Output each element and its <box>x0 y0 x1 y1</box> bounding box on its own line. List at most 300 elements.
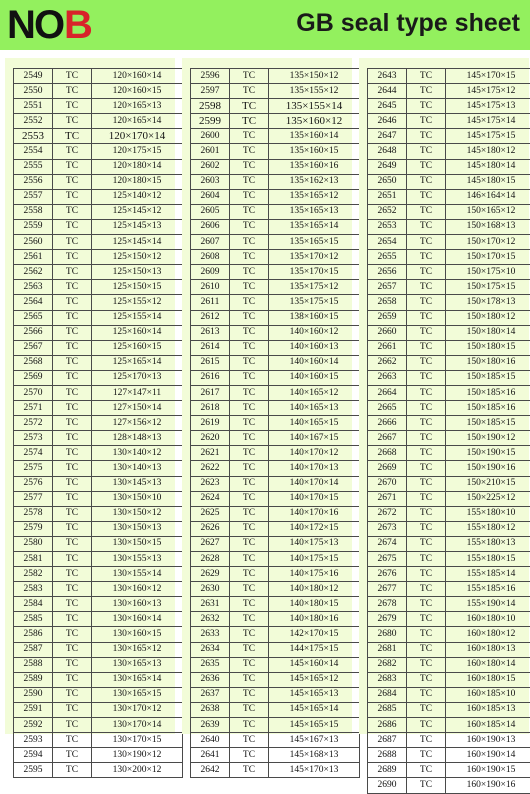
seal-type-cell: TC <box>53 144 92 159</box>
table-row <box>191 401 360 416</box>
seal-type-cell: TC <box>230 491 269 506</box>
seal-type-cell: TC <box>230 340 269 355</box>
seal-size-cell: 150×225×12 <box>446 491 530 506</box>
seal-number-cell: 2679 <box>368 612 407 627</box>
seal-number-cell: 2566 <box>14 325 53 340</box>
seal-type-cell: TC <box>53 491 92 506</box>
seal-size-cell: 142×170×15 <box>269 627 360 642</box>
seal-number-cell: 2646 <box>368 114 407 129</box>
seal-number-cell: 2570 <box>14 385 53 400</box>
table-row <box>368 114 530 129</box>
table-row <box>191 295 360 310</box>
table-row <box>368 129 530 144</box>
seal-size-cell: 160×180×12 <box>446 627 530 642</box>
table-row <box>368 536 530 551</box>
seal-number-cell: 2564 <box>14 295 53 310</box>
seal-size-cell: 125×140×12 <box>92 189 183 204</box>
seal-size-cell: 138×160×15 <box>269 310 360 325</box>
seal-size-cell: 135×160×12 <box>269 114 360 129</box>
table-row <box>191 702 360 717</box>
seal-size-cell: 130×155×14 <box>92 567 183 582</box>
seal-number-cell: 2571 <box>14 401 53 416</box>
table-row <box>368 552 530 567</box>
seal-type-cell: TC <box>53 476 92 491</box>
seal-size-cell: 125×145×14 <box>92 235 183 250</box>
seal-type-cell: TC <box>53 702 92 717</box>
table-row <box>191 536 360 551</box>
table-row <box>191 385 360 400</box>
seal-number-cell: 2681 <box>368 642 407 657</box>
seal-number-cell: 2627 <box>191 536 230 551</box>
seal-number-cell: 2643 <box>368 69 407 84</box>
seal-number-cell: 2655 <box>368 250 407 265</box>
seal-table-panel-2 <box>182 58 352 734</box>
seal-type-cell: TC <box>407 265 446 280</box>
table-row <box>14 733 183 748</box>
seal-number-cell: 2685 <box>368 702 407 717</box>
seal-number-cell: 2671 <box>368 491 407 506</box>
seal-size-cell: 150×210×15 <box>446 476 530 491</box>
seal-number-cell: 2590 <box>14 687 53 702</box>
seal-type-cell: TC <box>407 461 446 476</box>
table-row <box>368 370 530 385</box>
seal-type-cell: TC <box>53 687 92 702</box>
seal-number-cell: 2631 <box>191 597 230 612</box>
table-row <box>368 687 530 702</box>
seal-type-cell: TC <box>230 310 269 325</box>
seal-type-cell: TC <box>230 672 269 687</box>
seal-number-cell: 2594 <box>14 748 53 763</box>
table-row <box>14 355 183 370</box>
seal-number-cell: 2578 <box>14 506 53 521</box>
table-row <box>191 657 360 672</box>
seal-size-cell: 150×168×13 <box>446 219 530 234</box>
table-row <box>14 219 183 234</box>
table-row <box>191 476 360 491</box>
table-row <box>14 612 183 627</box>
table-row <box>14 431 183 446</box>
seal-number-cell: 2634 <box>191 642 230 657</box>
table-row <box>368 597 530 612</box>
seal-number-cell: 2582 <box>14 567 53 582</box>
seal-size-cell: 145×175×15 <box>446 129 530 144</box>
seal-size-cell: 160×185×10 <box>446 687 530 702</box>
table-row <box>191 325 360 340</box>
seal-size-cell: 128×148×13 <box>92 431 183 446</box>
seal-type-cell: TC <box>53 84 92 99</box>
logo-letter-n: N <box>7 5 36 45</box>
seal-number-cell: 2675 <box>368 552 407 567</box>
seal-size-cell: 145×175×13 <box>446 99 530 114</box>
table-row <box>368 250 530 265</box>
seal-type-cell: TC <box>230 401 269 416</box>
table-row <box>191 687 360 702</box>
seal-type-cell: TC <box>230 250 269 265</box>
seal-type-cell: TC <box>53 627 92 642</box>
table-row <box>14 401 183 416</box>
table-row <box>14 114 183 129</box>
seal-type-cell: TC <box>230 612 269 627</box>
table-row <box>14 536 183 551</box>
table-row <box>14 491 183 506</box>
table-row <box>191 265 360 280</box>
seal-type-cell: TC <box>407 370 446 385</box>
seal-number-cell: 2623 <box>191 476 230 491</box>
table-row <box>191 280 360 295</box>
seal-number-cell: 2586 <box>14 627 53 642</box>
seal-type-cell: TC <box>53 370 92 385</box>
table-row <box>368 461 530 476</box>
seal-type-cell: TC <box>53 672 92 687</box>
seal-size-cell: 130×160×15 <box>92 627 183 642</box>
table-row <box>14 476 183 491</box>
seal-number-cell: 2593 <box>14 733 53 748</box>
table-row <box>14 385 183 400</box>
seal-size-cell: 150×190×12 <box>446 431 530 446</box>
table-row <box>14 280 183 295</box>
seal-number-cell: 2639 <box>191 718 230 733</box>
seal-type-cell: TC <box>53 597 92 612</box>
table-row <box>191 718 360 733</box>
seal-size-cell: 150×178×13 <box>446 295 530 310</box>
seal-type-cell: TC <box>407 280 446 295</box>
seal-size-cell: 150×185×15 <box>446 416 530 431</box>
table-row <box>14 521 183 536</box>
seal-type-cell: TC <box>230 295 269 310</box>
logo-letter-b: B <box>64 5 93 45</box>
table-row <box>368 702 530 717</box>
seal-number-cell: 2686 <box>368 718 407 733</box>
seal-type-cell: TC <box>230 204 269 219</box>
seal-number-cell: 2650 <box>368 174 407 189</box>
table-row <box>191 189 360 204</box>
table-row <box>14 718 183 733</box>
table-row <box>14 174 183 189</box>
seal-size-cell: 135×165×14 <box>269 219 360 234</box>
table-row <box>191 672 360 687</box>
seal-size-cell: 140×170×12 <box>269 446 360 461</box>
table-row <box>191 204 360 219</box>
seal-number-cell: 2628 <box>191 552 230 567</box>
seal-size-cell: 160×190×14 <box>446 748 530 763</box>
seal-size-cell: 130×150×12 <box>92 506 183 521</box>
seal-type-cell: TC <box>230 144 269 159</box>
seal-number-cell: 2603 <box>191 174 230 189</box>
seal-type-cell: TC <box>407 401 446 416</box>
seal-number-cell: 2576 <box>14 476 53 491</box>
seal-size-cell: 135×160×14 <box>269 129 360 144</box>
seal-type-cell: TC <box>407 446 446 461</box>
seal-size-cell: 140×165×13 <box>269 401 360 416</box>
seal-size-cell: 130×170×12 <box>92 702 183 717</box>
seal-number-cell: 2668 <box>368 446 407 461</box>
seal-number-cell: 2577 <box>14 491 53 506</box>
seal-size-cell: 127×147×11 <box>92 385 183 400</box>
seal-number-cell: 2562 <box>14 265 53 280</box>
table-row <box>14 189 183 204</box>
seal-type-cell: TC <box>230 235 269 250</box>
seal-type-cell: TC <box>230 370 269 385</box>
seal-number-cell: 2559 <box>14 219 53 234</box>
seal-type-cell: TC <box>53 114 92 129</box>
seal-number-cell: 2613 <box>191 325 230 340</box>
seal-type-cell: TC <box>230 657 269 672</box>
table-row <box>191 446 360 461</box>
seal-type-cell: TC <box>53 552 92 567</box>
table-row <box>14 687 183 702</box>
seal-type-cell: TC <box>230 763 269 778</box>
seal-number-cell: 2662 <box>368 355 407 370</box>
seal-type-cell: TC <box>230 84 269 99</box>
table-row <box>191 114 360 129</box>
table-row <box>368 672 530 687</box>
seal-type-cell: TC <box>53 536 92 551</box>
table-row <box>14 99 183 114</box>
seal-size-cell: 150×175×10 <box>446 265 530 280</box>
seal-size-cell: 130×160×13 <box>92 597 183 612</box>
seal-size-cell: 145×170×15 <box>446 69 530 84</box>
seal-number-cell: 2654 <box>368 235 407 250</box>
seal-type-cell: TC <box>230 431 269 446</box>
seal-type-cell: TC <box>407 718 446 733</box>
table-row <box>368 476 530 491</box>
seal-size-cell: 120×160×15 <box>92 84 183 99</box>
seal-number-cell: 2648 <box>368 144 407 159</box>
seal-table-2 <box>190 68 360 778</box>
seal-table-3 <box>367 68 530 794</box>
table-row <box>368 491 530 506</box>
seal-type-cell: TC <box>407 219 446 234</box>
seal-type-cell: TC <box>53 657 92 672</box>
table-row <box>191 84 360 99</box>
seal-number-cell: 2568 <box>14 355 53 370</box>
seal-type-cell: TC <box>230 280 269 295</box>
seal-size-cell: 130×165×14 <box>92 672 183 687</box>
seal-size-cell: 140×160×15 <box>269 370 360 385</box>
table-row <box>368 582 530 597</box>
seal-type-cell: TC <box>53 521 92 536</box>
seal-number-cell: 2607 <box>191 235 230 250</box>
seal-number-cell: 2674 <box>368 536 407 551</box>
seal-type-cell: TC <box>53 204 92 219</box>
table-row <box>14 69 183 84</box>
seal-number-cell: 2622 <box>191 461 230 476</box>
seal-size-cell: 125×145×13 <box>92 219 183 234</box>
seal-type-cell: TC <box>230 69 269 84</box>
seal-number-cell: 2579 <box>14 521 53 536</box>
seal-number-cell: 2617 <box>191 385 230 400</box>
seal-number-cell: 2659 <box>368 310 407 325</box>
seal-size-cell: 125×150×15 <box>92 280 183 295</box>
table-row <box>191 597 360 612</box>
table-row <box>14 416 183 431</box>
seal-size-cell: 130×145×13 <box>92 476 183 491</box>
table-row <box>368 642 530 657</box>
seal-number-cell: 2558 <box>14 204 53 219</box>
seal-number-cell: 2630 <box>191 582 230 597</box>
seal-type-cell: TC <box>53 385 92 400</box>
seal-number-cell: 2624 <box>191 491 230 506</box>
seal-number-cell: 2640 <box>191 733 230 748</box>
seal-size-cell: 130×170×14 <box>92 718 183 733</box>
seal-type-cell: TC <box>53 642 92 657</box>
seal-number-cell: 2677 <box>368 582 407 597</box>
table-row <box>368 763 530 778</box>
seal-size-cell: 140×180×16 <box>269 612 360 627</box>
seal-size-cell: 155×180×13 <box>446 536 530 551</box>
seal-size-cell: 135×160×16 <box>269 159 360 174</box>
seal-type-cell: TC <box>407 491 446 506</box>
seal-number-cell: 2596 <box>191 69 230 84</box>
table-row <box>191 355 360 370</box>
seal-type-cell: TC <box>53 355 92 370</box>
table-row <box>191 250 360 265</box>
table-row <box>14 582 183 597</box>
table-row <box>368 99 530 114</box>
seal-number-cell: 2551 <box>14 99 53 114</box>
seal-type-cell: TC <box>407 642 446 657</box>
seal-type-cell: TC <box>407 340 446 355</box>
table-row <box>191 99 360 114</box>
seal-number-cell: 2652 <box>368 204 407 219</box>
seal-type-cell: TC <box>230 385 269 400</box>
seal-number-cell: 2609 <box>191 265 230 280</box>
seal-size-cell: 155×180×15 <box>446 552 530 567</box>
seal-size-cell: 130×150×15 <box>92 536 183 551</box>
seal-number-cell: 2683 <box>368 672 407 687</box>
table-row <box>191 491 360 506</box>
seal-size-cell: 150×180×12 <box>446 310 530 325</box>
seal-size-cell: 160×190×16 <box>446 778 530 793</box>
seal-size-cell: 125×160×14 <box>92 325 183 340</box>
seal-type-cell: TC <box>230 129 269 144</box>
table-row <box>191 370 360 385</box>
seal-type-cell: TC <box>230 521 269 536</box>
seal-number-cell: 2635 <box>191 657 230 672</box>
seal-size-cell: 140×172×15 <box>269 521 360 536</box>
table-row <box>14 159 183 174</box>
table-row <box>191 733 360 748</box>
seal-type-cell: TC <box>230 189 269 204</box>
table-row <box>14 370 183 385</box>
table-row <box>14 235 183 250</box>
seal-type-cell: TC <box>230 325 269 340</box>
table-row <box>368 189 530 204</box>
seal-type-cell: TC <box>407 114 446 129</box>
seal-type-cell: TC <box>230 114 269 129</box>
seal-size-cell: 145×180×15 <box>446 174 530 189</box>
seal-size-cell: 127×156×12 <box>92 416 183 431</box>
seal-type-cell: TC <box>53 612 92 627</box>
seal-type-cell: TC <box>230 476 269 491</box>
seal-number-cell: 2641 <box>191 748 230 763</box>
seal-number-cell: 2561 <box>14 250 53 265</box>
seal-type-cell: TC <box>53 763 92 778</box>
seal-size-cell: 150×165×12 <box>446 204 530 219</box>
seal-type-cell: TC <box>53 310 92 325</box>
seal-number-cell: 2589 <box>14 672 53 687</box>
seal-number-cell: 2680 <box>368 627 407 642</box>
seal-type-cell: TC <box>230 567 269 582</box>
table-row <box>191 461 360 476</box>
table-row <box>368 159 530 174</box>
seal-type-cell: TC <box>407 174 446 189</box>
seal-type-cell: TC <box>230 355 269 370</box>
seal-type-cell: TC <box>407 99 446 114</box>
seal-size-cell: 130×140×13 <box>92 461 183 476</box>
seal-number-cell: 2682 <box>368 657 407 672</box>
seal-type-cell: TC <box>53 174 92 189</box>
seal-type-cell: TC <box>230 219 269 234</box>
seal-number-cell: 2638 <box>191 702 230 717</box>
seal-size-cell: 145×180×12 <box>446 144 530 159</box>
seal-number-cell: 2554 <box>14 144 53 159</box>
seal-type-cell: TC <box>407 702 446 717</box>
seal-type-cell: TC <box>230 748 269 763</box>
table-row <box>191 763 360 778</box>
table-row <box>368 416 530 431</box>
seal-type-cell: TC <box>230 627 269 642</box>
seal-type-cell: TC <box>407 672 446 687</box>
seal-number-cell: 2620 <box>191 431 230 446</box>
seal-size-cell: 140×170×16 <box>269 506 360 521</box>
table-row <box>191 219 360 234</box>
seal-type-cell: TC <box>53 733 92 748</box>
table-row <box>191 521 360 536</box>
seal-number-cell: 2645 <box>368 99 407 114</box>
table-row <box>368 506 530 521</box>
seal-number-cell: 2557 <box>14 189 53 204</box>
table-row <box>14 204 183 219</box>
seal-type-cell: TC <box>407 129 446 144</box>
seal-size-cell: 135×160×15 <box>269 144 360 159</box>
seal-type-cell: TC <box>407 204 446 219</box>
seal-type-cell: TC <box>407 310 446 325</box>
seal-size-cell: 160×185×14 <box>446 718 530 733</box>
seal-type-cell: TC <box>53 69 92 84</box>
seal-size-cell: 140×180×15 <box>269 597 360 612</box>
seal-number-cell: 2556 <box>14 174 53 189</box>
seal-type-cell: TC <box>53 506 92 521</box>
seal-number-cell: 2660 <box>368 325 407 340</box>
seal-size-cell: 135×162×13 <box>269 174 360 189</box>
seal-type-cell: TC <box>407 476 446 491</box>
seal-type-cell: TC <box>230 597 269 612</box>
seal-number-cell: 2604 <box>191 189 230 204</box>
seal-size-cell: 145×180×14 <box>446 159 530 174</box>
seal-size-cell: 120×160×14 <box>92 69 183 84</box>
seal-size-cell: 130×200×12 <box>92 763 183 778</box>
seal-number-cell: 2587 <box>14 642 53 657</box>
seal-number-cell: 2591 <box>14 702 53 717</box>
seal-type-cell: TC <box>53 431 92 446</box>
seal-size-cell: 125×170×13 <box>92 370 183 385</box>
seal-number-cell: 2614 <box>191 340 230 355</box>
table-row <box>191 642 360 657</box>
seal-number-cell: 2689 <box>368 763 407 778</box>
seal-number-cell: 2552 <box>14 114 53 129</box>
seal-type-cell: TC <box>407 250 446 265</box>
seal-number-cell: 2632 <box>191 612 230 627</box>
seal-number-cell: 2666 <box>368 416 407 431</box>
seal-size-cell: 145×170×13 <box>269 763 360 778</box>
seal-size-cell: 160×190×15 <box>446 763 530 778</box>
seal-size-cell: 145×168×13 <box>269 748 360 763</box>
seal-size-cell: 130×190×12 <box>92 748 183 763</box>
seal-size-cell: 130×170×15 <box>92 733 183 748</box>
seal-type-cell: TC <box>230 446 269 461</box>
seal-number-cell: 2610 <box>191 280 230 295</box>
